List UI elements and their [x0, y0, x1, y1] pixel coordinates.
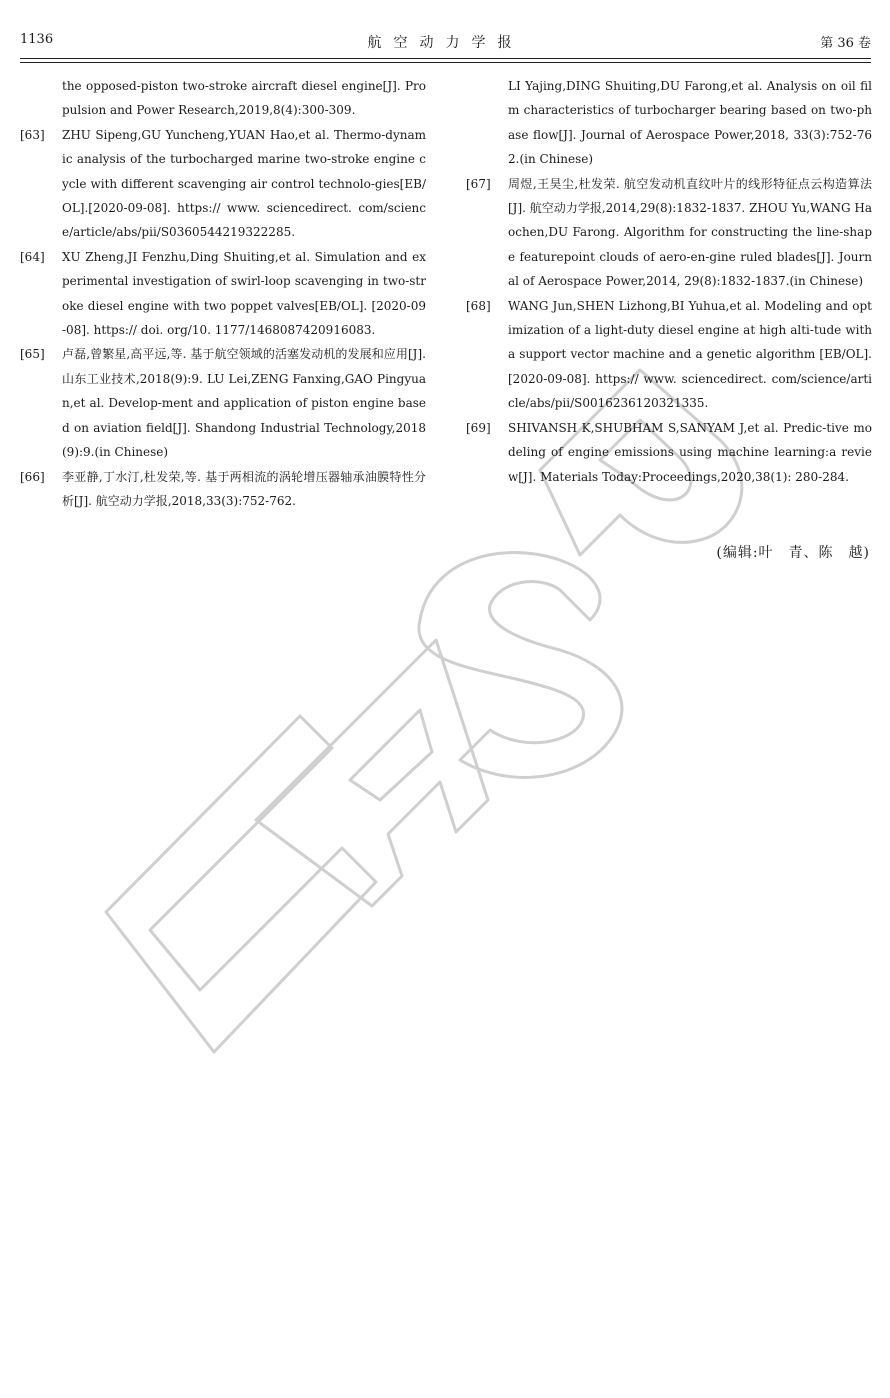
reference-number: [65]: [20, 347, 45, 362]
reference-number: [69]: [466, 420, 491, 435]
reference-number: [68]: [466, 298, 491, 313]
header-rule-thick: [20, 58, 871, 59]
reference-item: [466, 294, 872, 416]
reference-item: [466, 416, 872, 489]
reference-continuation: LI Yajing,DING Shuiting,DU Farong,et al. Analysis on oil film characteristics of turbocharger bearing based on two-phase flow[J]. Journal of Aerospace Power,2018, 33(3):752-762.(in Chinese): [508, 79, 872, 167]
reference-item: [20, 245, 426, 343]
volume-label: 第 36 卷: [820, 36, 871, 51]
reference-item: [20, 465, 426, 514]
right-column: [466, 74, 872, 489]
reference-text: 周煜,王昊尘,杜发荣. 航空发动机直纹叶片的线形特征点云构造算法[J]. 航空动力学报,2014,29(8):1832-1837. ZHOU Yu,WANG Haochen,DU Farong. Algorithm for constructing the line-shape featurepoint clouds of aero-en-gine ruled blades[J]. Journal of Aerospace Power,2014, 29(8):1832-1837.(in Chinese): [508, 176, 872, 289]
reference-text: XU Zheng,JI Fenzhu,Ding Shuiting,et al. Simulation and experimental investigation of swirl-loop scavenging in two-stroke diesel engine with two poppet valves[EB/OL]. [2020-09-08]. https:// doi. org/10. 1177/1468087420916083.: [62, 249, 426, 338]
reference-number: [63]: [20, 127, 45, 142]
reference-item: [20, 123, 426, 245]
reference-text: WANG Jun,SHEN Lizhong,BI Yuhua,et al. Modeling and optimization of a light-duty diesel engine at high alti-tude with a support vector machine and a genetic algorithm [EB/OL]. [2020-09-08]. https:// www. sciencedirect. com/science/article/abs/pii/S0016236120321335.: [508, 298, 872, 411]
reference-number: [64]: [20, 249, 45, 264]
reference-number: [66]: [20, 469, 45, 484]
editor-credit: (编辑:叶 青、陈 越): [716, 545, 870, 561]
reference-text: ZHU Sipeng,GU Yuncheng,YUAN Hao,et al. Thermo-dynamic analysis of the turbocharged marine two-stroke engine cycle with different scavenging air control technolo-gies[EB/OL].[2020-09-08]. https:// www. sciencedirect. com/science/article/abs/pii/S0360544219322285.: [62, 127, 426, 240]
journal-title: 航空动力学报: [367, 35, 524, 51]
reference-item: [466, 172, 872, 294]
reference-text: 卢磊,曾繁星,高平远,等. 基于航空领域的活塞发动机的发展和应用[J]. 山东工业技术,2018(9):9. LU Lei,ZENG Fanxing,GAO Pingyuan,et al. Develop-ment and application of piston engine based on aviation field[J]. Shandong Industrial Technology,2018(9):9.(in Chinese): [62, 347, 426, 460]
reference-continuation: the opposed-piston two-stroke aircraft diesel engine[J]. Propulsion and Power Research,2019,8(4):300-309.: [62, 79, 426, 118]
reference-number: [67]: [466, 176, 491, 191]
reference-text: 李亚静,丁水汀,杜发荣,等. 基于两相流的涡轮增压器轴承油膜特性分析[J]. 航空动力学报,2018,33(3):752-762.: [62, 469, 426, 508]
page-header: [20, 30, 871, 56]
page-number: 1136: [20, 32, 54, 47]
left-column: [20, 74, 426, 513]
reference-text: SHIVANSH K,SHUBHAM S,SANYAM J,et al. Predic-tive modeling of engine emissions using machine learning:a review[J]. Materials Today:Proceedings,2020,38(1): 280-284.: [508, 420, 872, 484]
reference-item: [20, 342, 426, 464]
header-rule-thin: [20, 62, 871, 63]
